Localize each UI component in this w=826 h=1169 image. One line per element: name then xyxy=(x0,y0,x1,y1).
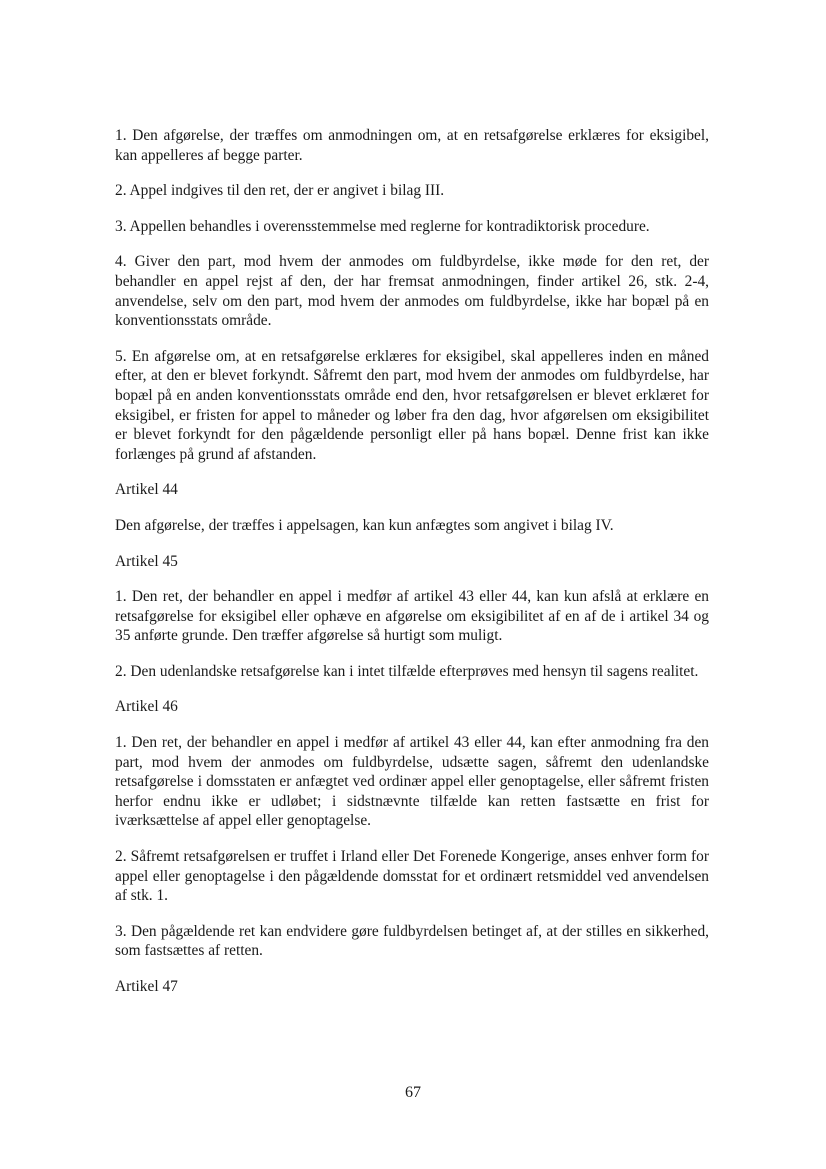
para-46-2: 2. Såfremt retsafgørelsen er truffet i Irland eller Det Forenede Kongerige, anses enhver form for appel eller genoptagelse i den pågældende domsstat for et ordinært retsmiddel ved anvendelsen af stk. 1. xyxy=(115,848,709,905)
article-44-heading: Artikel 44 xyxy=(115,481,178,499)
article-46-heading: Artikel 46 xyxy=(115,698,178,716)
page-number: 67 xyxy=(405,1084,421,1101)
article-45-heading: Artikel 45 xyxy=(115,552,178,570)
para-43-3: 3. Appellen behandles i overensstemmelse med reglerne for kontradiktorisk procedure. xyxy=(115,217,650,235)
para-46-1: 1. Den ret, der behandler en appel i medfør af artikel 43 eller 44, kan efter anmodning fra den part, mod hvem der anmodes om fuldbyrdelse, udsætte sagen, såfremt den udenlandske retsafgørelse i domsstaten er anfægtet ved ordinær appel eller genoptagelse, eller såfremt fristen herfor endnu ikke er udløbet; i sidstnævnte tilfælde kan retten fastsætte en frist for iværksættelse af appel eller genoptagelse. xyxy=(115,734,709,830)
para-43-5: 5. En afgørelse om, at en retsafgørelse erklæres for eksigibel, skal appelleres inden en måned efter, at den er blevet forkyndt. Såfremt den part, mod hvem der anmodes om fuldbyrdelse, har bopæl på en anden konventionsstats område end den, hvor retsafgørelsen er blevet erklæret for eksigibel, er fristen for appel to måneder og løber fra den dag, hvor afgørelsen om eksigibilitet er blevet forkyndt for den pågældende personligt eller på hans bopæl. Denne frist kan ikke forlænges på grund af afstanden. xyxy=(115,347,709,463)
page-body xyxy=(115,126,709,1013)
para-43-2: 2. Appel indgives til den ret, der er angivet i bilag III. xyxy=(115,182,445,200)
para-43-4: 4. Giver den part, mod hvem der anmodes om fuldbyrdelse, ikke møde for den ret, der behandler en appel rejst af den, der har fremsat anmodningen, finder artikel 26, stk. 2-4, anvendelse, selv om den part, mod hvem der anmodes om fuldbyrdelse, ikke har bopæl på en konventionsstats område. xyxy=(115,253,709,330)
article-47-heading: Artikel 47 xyxy=(115,978,178,995)
para-43-1: 1. Den afgørelse, der træffes om anmodningen om, at en retsafgørelse erklæres for eksigibel, kan appelleres af begge parter. xyxy=(115,127,709,164)
para-44: Den afgørelse, der træffes i appelsagen, kan kun anfægtes som angivet i bilag IV. xyxy=(115,516,614,534)
para-45-2: 2. Den udenlandske retsafgørelse kan i intet tilfælde efterprøves med hensyn til sagens realitet. xyxy=(115,662,699,680)
para-45-1: 1. Den ret, der behandler en appel i medfør af artikel 43 eller 44, kan kun afslå at erklære en retsafgørelse for eksigibel eller ophæve en afgørelse om eksigibilitet af en af de i artikel 34 og 35 anførte grunde. Den træffer afgørelse så hurtigt som muligt. xyxy=(115,588,709,645)
para-46-3: 3. Den pågældende ret kan endvidere gøre fuldbyrdelsen betinget af, at der stilles en sikkerhed, som fastsættes af retten. xyxy=(115,922,709,960)
